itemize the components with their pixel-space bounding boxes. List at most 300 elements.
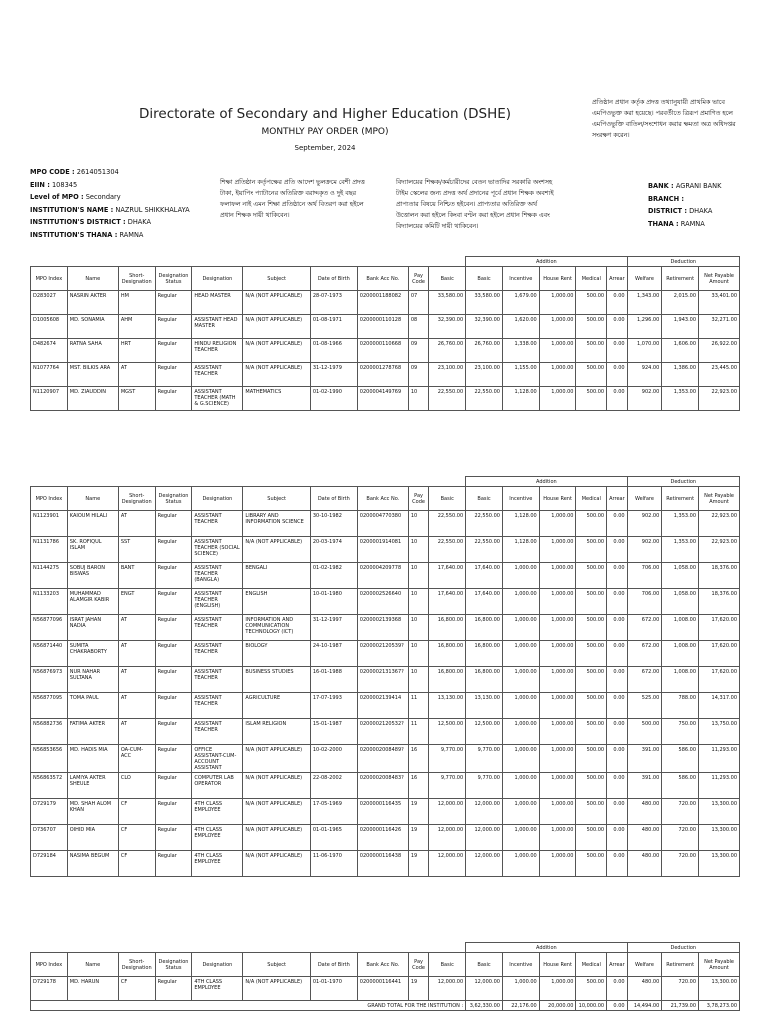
column-header-incentive: Incentive <box>502 487 539 511</box>
cell-designation: ASSISTANT TEACHER <box>192 667 243 693</box>
pay-table-2 <box>30 476 740 877</box>
cell-basic: 9,770.00 <box>429 773 466 799</box>
cell-basic: 12,000.00 <box>429 977 466 1001</box>
column-header-name: Name <box>67 487 118 511</box>
cell-designation: COMPUTER LAB OPERATOR <box>192 773 243 799</box>
cell-designation: 4TH CLASS EMPLOYEE <box>192 977 243 1001</box>
cell-pay-code: 19 <box>408 851 428 877</box>
bank-thana-label: THANA : <box>648 219 679 228</box>
cell-house-rent: 1,000.00 <box>539 315 576 339</box>
cell-house-rent: 1,000.00 <box>539 641 576 667</box>
cell-medical: 500.00 <box>576 667 607 693</box>
cell-house-rent: 1,000.00 <box>539 339 576 363</box>
cell-designation: 4TH CLASS EMPLOYEE <box>192 799 243 825</box>
cell-arrear: 0.00 <box>607 387 627 411</box>
cell-pay-code: 08 <box>408 315 428 339</box>
cell-designation: ASSISTANT TEACHER (ENGLISH) <box>192 589 243 615</box>
cell-status: Regular <box>155 537 192 563</box>
cell-designation: ASSISTANT HEAD MASTER <box>192 315 243 339</box>
cell-house-rent: 1,000.00 <box>539 563 576 589</box>
column-header-designation: Designation <box>192 953 243 977</box>
cell-retirement: 2,015.00 <box>662 291 699 315</box>
column-header-name: Name <box>67 267 118 291</box>
cell-bank-acc: 0200001278768 <box>357 363 408 387</box>
table-row <box>31 363 740 387</box>
cell-bank-acc: 0200000116426 <box>357 825 408 851</box>
cell-subject: N/A (NOT APPLICABLE) <box>243 339 310 363</box>
cell-house-rent: 1,000.00 <box>539 799 576 825</box>
cell-basic: 32,390.00 <box>429 315 466 339</box>
column-header-basic2: Basic <box>466 267 503 291</box>
cell-incentive: 1,679.00 <box>502 291 539 315</box>
cell-net: 13,300.00 <box>699 851 740 877</box>
bank-district-label: DISTRICT : <box>648 207 687 215</box>
column-header-pay-code: Pay Code <box>408 953 428 977</box>
pay-table-3 <box>30 942 740 1011</box>
column-header-name: Name <box>67 953 118 977</box>
cell-pay-code: 10 <box>408 511 428 537</box>
cell-medical: 500.00 <box>576 977 607 1001</box>
cell-basic2: 23,100.00 <box>466 363 503 387</box>
cell-basic2: 12,500.00 <box>466 719 503 745</box>
cell-pay-code: 10 <box>408 387 428 411</box>
cell-subject: MATHEMATICS <box>243 387 310 411</box>
cell-name: MST. BILKIS ARA <box>67 363 118 387</box>
cell-net: 11,293.00 <box>699 745 740 773</box>
cell-welfare: 706.00 <box>627 589 662 615</box>
cell-name: MD. HARUN <box>67 977 118 1001</box>
grand-total-value: 3,78,273.00 <box>699 1001 740 1011</box>
table-row <box>31 315 740 339</box>
header-spacer <box>31 477 466 487</box>
cell-retirement: 1,058.00 <box>662 589 699 615</box>
cell-mpo-index: N56882736 <box>31 719 68 745</box>
level-value: Secondary <box>85 193 121 201</box>
cell-welfare: 672.00 <box>627 667 662 693</box>
notice-top-right: প্রতিষ্ঠান প্রধান কর্তৃক প্রদত্ত তথ্যানুযায়ী প্রাথমিক ভাবে এমপিওভুক্ত করা হয়েছে। পরবর্তীতে ত্রিরূপ প্রমাণিত হলে এমপিওভুক্তি বাতিল/সংশোধন করার ক্ষমতা অত্র অধিদপ্তর সংরক্ষণ করেন। <box>592 99 736 139</box>
notice-middle: বিদ্যালয়ের শিক্ষক/কর্মচারীদের বেতন ভাতাদির সরকারি অংশসহ টাইম স্কেলের জন্য প্রদত্ত অর্থ প্রদানের পূর্বে প্রধান শিক্ষক অবশ্যই প্রাপ্যতার বিষয়ে নিশ্চিত হইবেন। প্রাপ্যতার অতিরিক্ত অর্থ উত্তোলন করা হইলে কিংবা বণ্টন করা হইলে প্রধান শিক্ষক এবং বিদ্যালয়ের কমিটি দায়ী থাকিবেন। <box>396 179 554 230</box>
cell-name: OIHID MIA <box>67 825 118 851</box>
cell-subject: N/A (NOT APPLICABLE) <box>243 291 310 315</box>
grand-total-value: 22,176.00 <box>502 1001 539 1011</box>
cell-name: NUR NAHAR SULTANA <box>67 667 118 693</box>
cell-designation: HEAD MASTER <box>192 291 243 315</box>
cell-name: NASIMA BEGUM <box>67 851 118 877</box>
cell-incentive: 1,000.00 <box>502 799 539 825</box>
cell-pay-code: 19 <box>408 977 428 1001</box>
column-header-net: Net Payable Amount <box>699 487 740 511</box>
cell-arrear: 0.00 <box>607 339 627 363</box>
deduction-group-header: Deduction <box>627 257 739 267</box>
cell-welfare: 500.00 <box>627 719 662 745</box>
notice-left: শিক্ষা প্রতিষ্ঠান কর্তৃপক্ষের প্রতি আদেশ ভুলক্রমে বেশী প্রদত্ত টাকা, ইয়াপিং প্যাটানের অতিরিক্ত বরাদ্দকৃত ও দুই বছর ফলাফল নাই এমন শিক্ষা প্রতিষ্ঠানে অর্থ বিতরণ করা হইলে প্রধান শিক্ষক দায়ী থাকিবেন। <box>220 179 365 219</box>
column-header-arrear: Arrear <box>607 487 627 511</box>
cell-designation: ASSISTANT TEACHER <box>192 641 243 667</box>
cell-bank-acc: 0200002008489? <box>357 745 408 773</box>
eiin-line <box>30 179 220 192</box>
cell-name: SUMITA CHAKRABORTY <box>67 641 118 667</box>
cell-arrear: 0.00 <box>607 693 627 719</box>
table-row <box>31 799 740 825</box>
cell-bank-acc: 0200000116435 <box>357 799 408 825</box>
cell-dob: 17-05-1969 <box>310 799 357 825</box>
cell-house-rent: 1,000.00 <box>539 977 576 1001</box>
column-header-welfare: Welfare <box>627 487 662 511</box>
table-row <box>31 693 740 719</box>
cell-status: Regular <box>155 563 192 589</box>
cell-mpo-index: D729184 <box>31 851 68 877</box>
cell-short: HM <box>118 291 155 315</box>
column-header-medical: Medical <box>576 487 607 511</box>
cell-short: CF <box>118 977 155 1001</box>
cell-basic: 12,500.00 <box>429 719 466 745</box>
cell-net: 33,401.00 <box>699 291 740 315</box>
cell-welfare: 672.00 <box>627 641 662 667</box>
cell-short: ENGT <box>118 589 155 615</box>
table-row <box>31 719 740 745</box>
table-row <box>31 615 740 641</box>
column-header-basic2: Basic <box>466 487 503 511</box>
cell-subject: N/A (NOT APPLICABLE) <box>243 773 310 799</box>
cell-pay-code: 11 <box>408 693 428 719</box>
cell-house-rent: 1,000.00 <box>539 719 576 745</box>
cell-retirement: 1,008.00 <box>662 641 699 667</box>
cell-welfare: 391.00 <box>627 745 662 773</box>
cell-short: AT <box>118 693 155 719</box>
cell-welfare: 672.00 <box>627 615 662 641</box>
cell-bank-acc: 0200000116441 <box>357 977 408 1001</box>
cell-arrear: 0.00 <box>607 799 627 825</box>
cell-net: 23,445.00 <box>699 363 740 387</box>
column-header-mpo-index: MPO Index <box>31 267 68 291</box>
level-label: Level of MPO : <box>30 193 84 201</box>
cell-designation: ASSISTANT TEACHER (SOCIAL SCIENCE) <box>192 537 243 563</box>
cell-basic: 23,100.00 <box>429 363 466 387</box>
cell-net: 32,271.00 <box>699 315 740 339</box>
cell-subject: BENGALI <box>243 563 310 589</box>
cell-bank-acc: 0200004770380 <box>357 511 408 537</box>
table-row <box>31 563 740 589</box>
cell-name: SOBUJ BARON BISWAS <box>67 563 118 589</box>
cell-name: FATIMA AKTER <box>67 719 118 745</box>
bank-info <box>648 180 758 230</box>
cell-bank-acc: 0200001188082 <box>357 291 408 315</box>
cell-net: 22,923.00 <box>699 387 740 411</box>
institution-thana-label: INSTITUTION'S THANA : <box>30 230 118 239</box>
cell-incentive: 1,000.00 <box>502 745 539 773</box>
cell-dob: 10-02-2000 <box>310 745 357 773</box>
cell-short: CF <box>118 799 155 825</box>
table-row <box>31 773 740 799</box>
column-header-retirement: Retirement <box>662 953 699 977</box>
cell-dob: 31-12-1997 <box>310 615 357 641</box>
mpo-code-label: MPO CODE : <box>30 168 75 176</box>
cell-mpo-index: D729178 <box>31 977 68 1001</box>
cell-house-rent: 1,000.00 <box>539 589 576 615</box>
institution-name-value: NAZRUL SHIKKHALAYA <box>115 205 190 214</box>
column-header-mpo-index: MPO Index <box>31 487 68 511</box>
cell-subject: ISLAM RELIGION <box>243 719 310 745</box>
cell-basic: 33,580.00 <box>429 291 466 315</box>
cell-mpo-index: N1077764 <box>31 363 68 387</box>
cell-mpo-index: N56876973 <box>31 667 68 693</box>
page-subtitle: MONTHLY PAY ORDER (MPO) <box>261 127 389 137</box>
cell-pay-code: 10 <box>408 667 428 693</box>
cell-basic2: 26,760.00 <box>466 339 503 363</box>
cell-short: AT <box>118 641 155 667</box>
cell-retirement: 586.00 <box>662 773 699 799</box>
bank-label: BANK : <box>648 182 674 190</box>
column-header-net: Net Payable Amount <box>699 953 740 977</box>
cell-short: CLO <box>118 773 155 799</box>
cell-short: AHM <box>118 315 155 339</box>
cell-subject: N/A (NOT APPLICABLE) <box>243 363 310 387</box>
cell-welfare: 1,070.00 <box>627 339 662 363</box>
cell-subject: ENGLISH <box>243 589 310 615</box>
header-spacer <box>31 943 466 953</box>
cell-basic2: 16,800.00 <box>466 615 503 641</box>
cell-medical: 500.00 <box>576 563 607 589</box>
cell-welfare: 525.00 <box>627 693 662 719</box>
cell-basic: 22,550.00 <box>429 511 466 537</box>
cell-incentive: 1,620.00 <box>502 315 539 339</box>
cell-net: 26,922.00 <box>699 339 740 363</box>
column-header-welfare: Welfare <box>627 953 662 977</box>
cell-name: MD. SHAH ALOM KHAN <box>67 799 118 825</box>
cell-status: Regular <box>155 977 192 1001</box>
column-header-subject: Subject <box>243 487 310 511</box>
cell-basic: 12,000.00 <box>429 799 466 825</box>
cell-basic: 17,640.00 <box>429 563 466 589</box>
cell-basic2: 13,130.00 <box>466 693 503 719</box>
addition-group-header: Addition <box>466 477 627 487</box>
branch-line <box>648 193 758 206</box>
table-row <box>31 851 740 877</box>
cell-basic: 9,770.00 <box>429 745 466 773</box>
cell-net: 14,317.00 <box>699 693 740 719</box>
cell-medical: 500.00 <box>576 315 607 339</box>
cell-subject: BUSINESS STUDIES <box>243 667 310 693</box>
cell-bank-acc: 0200002008483? <box>357 773 408 799</box>
cell-bank-acc: 0200004149769 <box>357 387 408 411</box>
cell-incentive: 1,128.00 <box>502 511 539 537</box>
pay-table-1 <box>30 256 740 411</box>
cell-basic2: 16,800.00 <box>466 667 503 693</box>
cell-pay-code: 19 <box>408 799 428 825</box>
cell-designation: ASSISTANT TEACHER (BANGLA) <box>192 563 243 589</box>
cell-house-rent: 1,000.00 <box>539 825 576 851</box>
cell-arrear: 0.00 <box>607 315 627 339</box>
cell-retirement: 586.00 <box>662 745 699 773</box>
cell-pay-code: 09 <box>408 363 428 387</box>
cell-basic2: 9,770.00 <box>466 773 503 799</box>
cell-incentive: 1,000.00 <box>502 851 539 877</box>
cell-house-rent: 1,000.00 <box>539 693 576 719</box>
cell-dob: 01-02-1990 <box>310 387 357 411</box>
addition-group-header: Addition <box>466 943 627 953</box>
cell-name: MD. ZIAUDDIN <box>67 387 118 411</box>
cell-bank-acc: 0200002120532? <box>357 719 408 745</box>
cell-designation: ASSISTANT TEACHER <box>192 511 243 537</box>
cell-retirement: 720.00 <box>662 977 699 1001</box>
cell-basic2: 22,550.00 <box>466 387 503 411</box>
cell-arrear: 0.00 <box>607 667 627 693</box>
institution-district-value: DHAKA <box>127 218 152 226</box>
cell-medical: 500.00 <box>576 589 607 615</box>
bank-thana-line <box>648 218 758 231</box>
cell-medical: 500.00 <box>576 387 607 411</box>
cell-basic2: 22,550.00 <box>466 511 503 537</box>
cell-name: LAMIYA AKTER SHEULE <box>67 773 118 799</box>
cell-net: 11,293.00 <box>699 773 740 799</box>
cell-bank-acc: 0200004209778 <box>357 563 408 589</box>
cell-designation: 4TH CLASS EMPLOYEE <box>192 825 243 851</box>
cell-incentive: 1,338.00 <box>502 339 539 363</box>
cell-basic: 16,800.00 <box>429 641 466 667</box>
bank-district-line <box>648 205 758 218</box>
cell-net: 13,300.00 <box>699 799 740 825</box>
eiin-value: 108345 <box>51 180 78 189</box>
bank-value: AGRANI BANK <box>675 182 722 190</box>
cell-arrear: 0.00 <box>607 363 627 387</box>
cell-subject: N/A (NOT APPLICABLE) <box>243 315 310 339</box>
cell-pay-code: 07 <box>408 291 428 315</box>
cell-medical: 500.00 <box>576 537 607 563</box>
cell-short: SST <box>118 537 155 563</box>
cell-mpo-index: N56863572 <box>31 773 68 799</box>
cell-retirement: 750.00 <box>662 719 699 745</box>
cell-status: Regular <box>155 693 192 719</box>
cell-short: OA-CUM-ACC <box>118 745 155 773</box>
institution-district-line <box>30 216 220 229</box>
cell-status: Regular <box>155 667 192 693</box>
cell-retirement: 1,008.00 <box>662 667 699 693</box>
cell-retirement: 1,008.00 <box>662 615 699 641</box>
column-header-short: Short-Designation <box>118 267 155 291</box>
cell-welfare: 924.00 <box>627 363 662 387</box>
cell-basic: 26,760.00 <box>429 339 466 363</box>
cell-retirement: 720.00 <box>662 799 699 825</box>
cell-pay-code: 10 <box>408 641 428 667</box>
cell-mpo-index: D729179 <box>31 799 68 825</box>
cell-house-rent: 1,000.00 <box>539 511 576 537</box>
cell-welfare: 1,343.00 <box>627 291 662 315</box>
cell-retirement: 788.00 <box>662 693 699 719</box>
cell-status: Regular <box>155 589 192 615</box>
cell-basic2: 12,000.00 <box>466 825 503 851</box>
cell-basic2: 17,640.00 <box>466 563 503 589</box>
cell-retirement: 720.00 <box>662 825 699 851</box>
cell-mpo-index: N1131786 <box>31 537 68 563</box>
cell-dob: 16-01-1988 <box>310 667 357 693</box>
cell-pay-code: 10 <box>408 615 428 641</box>
cell-bank-acc: 0200000110128 <box>357 315 408 339</box>
cell-designation: HINDU RELIGION TEACHER <box>192 339 243 363</box>
cell-subject: N/A (NOT APPLICABLE) <box>243 537 310 563</box>
cell-net: 13,300.00 <box>699 825 740 851</box>
column-header-bank-acc: Bank Acc No. <box>357 267 408 291</box>
cell-bank-acc: 0200002139414 <box>357 693 408 719</box>
column-header-basic: Basic <box>429 953 466 977</box>
cell-mpo-index: N1133203 <box>31 589 68 615</box>
cell-medical: 500.00 <box>576 339 607 363</box>
cell-status: Regular <box>155 615 192 641</box>
column-header-subject: Subject <box>243 953 310 977</box>
column-header-basic: Basic <box>429 267 466 291</box>
column-header-house-rent: House Rent <box>539 953 576 977</box>
cell-medical: 500.00 <box>576 693 607 719</box>
cell-incentive: 1,155.00 <box>502 363 539 387</box>
cell-incentive: 1,000.00 <box>502 719 539 745</box>
cell-bank-acc: 0200002120539? <box>357 641 408 667</box>
cell-arrear: 0.00 <box>607 589 627 615</box>
cell-basic: 12,000.00 <box>429 825 466 851</box>
cell-short: AT <box>118 615 155 641</box>
cell-retirement: 1,353.00 <box>662 537 699 563</box>
column-header-retirement: Retirement <box>662 267 699 291</box>
cell-dob: 22-08-2002 <box>310 773 357 799</box>
cell-mpo-index: D482674 <box>31 339 68 363</box>
branch-label: BRANCH : <box>648 194 685 203</box>
cell-incentive: 1,000.00 <box>502 563 539 589</box>
cell-mpo-index: N56871440 <box>31 641 68 667</box>
grand-total-label: GRAND TOTAL FOR THE INSTITUTION : <box>31 1001 466 1011</box>
column-header-arrear: Arrear <box>607 267 627 291</box>
cell-pay-code: 10 <box>408 537 428 563</box>
cell-medical: 500.00 <box>576 719 607 745</box>
cell-subject: AGRICULTURE <box>243 693 310 719</box>
column-header-net: Net Payable Amount <box>699 267 740 291</box>
cell-incentive: 1,000.00 <box>502 615 539 641</box>
cell-arrear: 0.00 <box>607 719 627 745</box>
cell-basic: 12,000.00 <box>429 851 466 877</box>
cell-basic: 16,800.00 <box>429 667 466 693</box>
cell-subject: N/A (NOT APPLICABLE) <box>243 799 310 825</box>
cell-retirement: 1,386.00 <box>662 363 699 387</box>
cell-house-rent: 1,000.00 <box>539 851 576 877</box>
cell-status: Regular <box>155 363 192 387</box>
cell-welfare: 391.00 <box>627 773 662 799</box>
cell-name: ISRAT JAHAN NADIA <box>67 615 118 641</box>
cell-pay-code: 10 <box>408 563 428 589</box>
cell-incentive: 1,000.00 <box>502 773 539 799</box>
cell-basic: 22,550.00 <box>429 537 466 563</box>
cell-arrear: 0.00 <box>607 291 627 315</box>
cell-name: MUHAMMAD ALAMGIR KABIR <box>67 589 118 615</box>
grand-total-value: 20,000.00 <box>539 1001 576 1011</box>
cell-name: MD. SONAMIA <box>67 315 118 339</box>
column-header-welfare: Welfare <box>627 267 662 291</box>
cell-status: Regular <box>155 851 192 877</box>
cell-arrear: 0.00 <box>607 563 627 589</box>
cell-dob: 11-06-1970 <box>310 851 357 877</box>
cell-welfare: 1,296.00 <box>627 315 662 339</box>
cell-dob: 17-07-1993 <box>310 693 357 719</box>
cell-basic2: 33,580.00 <box>466 291 503 315</box>
cell-status: Regular <box>155 773 192 799</box>
cell-designation: ASSISTANT TEACHER <box>192 719 243 745</box>
cell-bank-acc: 0200002131367? <box>357 667 408 693</box>
institution-thana-value: RAMNA <box>119 230 144 239</box>
cell-net: 22,923.00 <box>699 537 740 563</box>
cell-basic2: 22,550.00 <box>466 537 503 563</box>
cell-pay-code: 11 <box>408 719 428 745</box>
cell-mpo-index: N56877096 <box>31 615 68 641</box>
deduction-group-header: Deduction <box>627 477 739 487</box>
cell-designation: 4TH CLASS EMPLOYEE <box>192 851 243 877</box>
cell-arrear: 0.00 <box>607 825 627 851</box>
cell-status: Regular <box>155 511 192 537</box>
